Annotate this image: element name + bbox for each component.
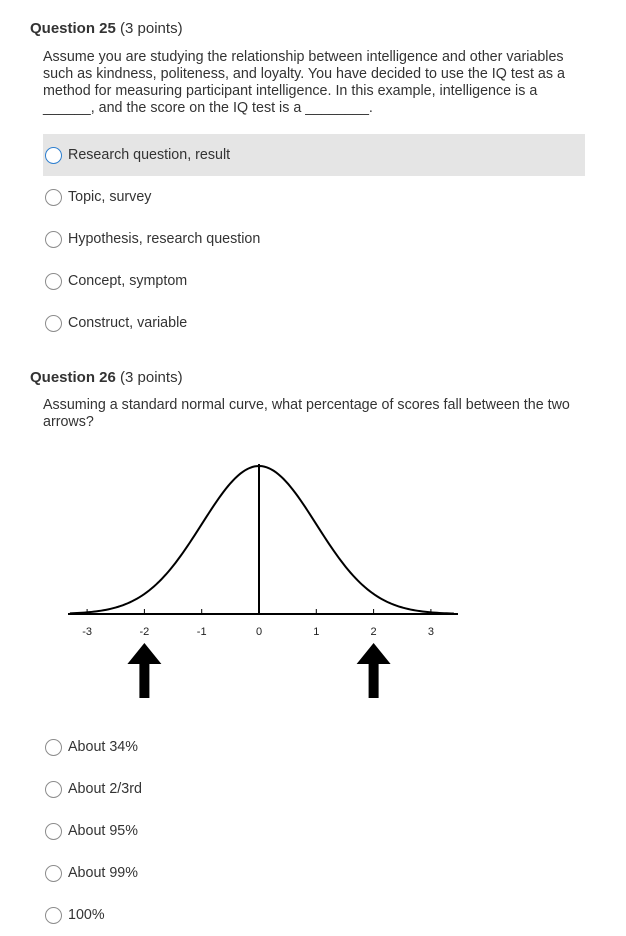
arrows [127,643,390,698]
tick-label: -3 [82,626,92,638]
up-arrow-icon [127,643,161,698]
question-number: Question 25 [30,20,116,37]
radio-button[interactable] [45,865,62,882]
q25-option-4[interactable] [43,260,585,302]
radio-button[interactable] [45,231,62,248]
tick-label: 2 [370,626,377,638]
question-points: (3 points) [120,369,183,386]
normal-curve [70,466,454,614]
tick-labels [82,626,434,638]
radio-button[interactable] [45,189,62,206]
normal-curve-figure [60,448,470,708]
tick-label: -1 [196,626,207,638]
tick-label: 0 [255,626,263,638]
option-label: About 99% [68,865,138,881]
option-label: Concept, symptom [68,273,188,289]
question-25-prompt: Assume you are studying the relationship between intelligence and other variables such as kindness, politeness, and loyalty. You have decided to use the IQ test as a method for measuring participant intelligence. In this example, intelligence is a ______, and the score on the IQ test is a ________. [43,49,565,116]
tick-label: 1 [313,626,320,638]
option-label: Topic, survey [68,189,152,205]
option-label: About 95% [68,823,138,839]
q25-option-1[interactable] [43,134,585,176]
q25-option-5[interactable] [43,302,585,344]
radio-button[interactable] [45,273,62,290]
radio-button[interactable] [45,781,62,798]
q25-option-2[interactable] [43,176,585,218]
option-label: About 2/3rd [68,781,142,797]
tick-label: -2 [139,626,150,638]
option-label: About 34% [68,739,138,755]
question-points: (3 points) [120,20,183,37]
radio-button-selected[interactable] [45,147,62,164]
radio-button[interactable] [45,739,62,756]
q25-option-3[interactable] [43,218,585,260]
radio-button[interactable] [45,907,62,924]
question-26-header [30,369,183,386]
question-number: Question 26 [30,369,116,386]
option-label: Hypothesis, research question [68,231,261,247]
radio-button[interactable] [45,823,62,840]
q26-option-4[interactable] [43,852,585,894]
option-label: Research question, result [68,147,231,163]
option-label: Construct, variable [68,315,188,331]
tick-label: 3 [427,626,434,638]
option-label: 100% [68,907,105,923]
question-25-header [30,20,183,37]
radio-button[interactable] [45,315,62,332]
question-26-prompt: Assuming a standard normal curve, what percentage of scores fall between the two arrows? [43,397,570,430]
up-arrow-icon [357,643,391,698]
q26-option-5[interactable] [43,894,585,936]
q26-option-3[interactable] [43,810,585,852]
q26-option-1[interactable] [43,726,585,768]
q26-option-2[interactable] [43,768,585,810]
